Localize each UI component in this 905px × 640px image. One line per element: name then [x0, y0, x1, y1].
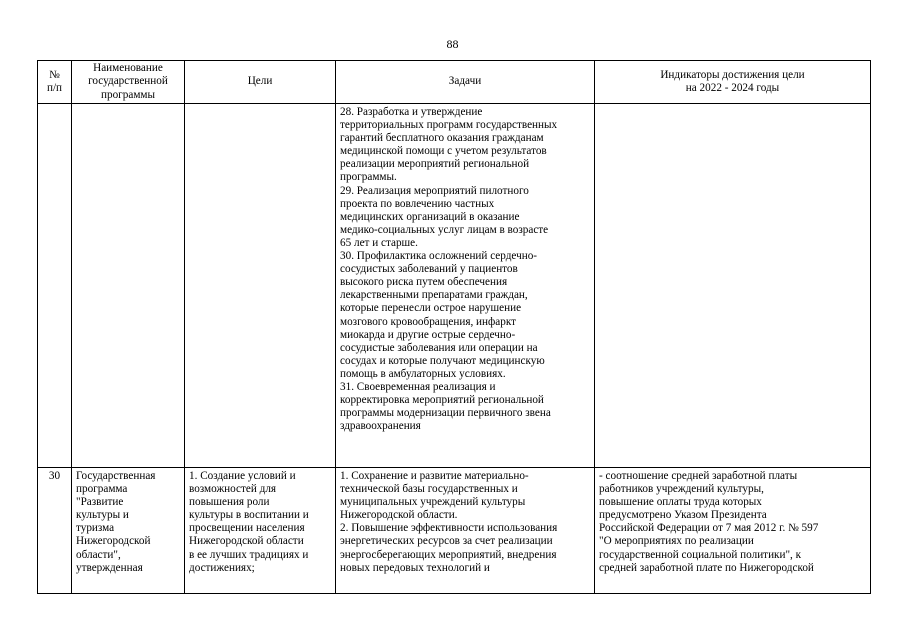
task-item: 29. Реализация мероприятий пилотного проекта по вовлечению частных медицинских организаций в оказание медико-социальных услуг лицам в возрасте 65 лет и старше.: [340, 184, 549, 249]
header-goals: Цели: [185, 61, 336, 104]
cell-indicators: [595, 104, 871, 468]
task-item: 28. Разработка и утверждение территориальных программ государственных гарантий бесплатного оказания гражданам медицинской помощи с учетом результатов реализации мероприятий региональной программы.: [340, 106, 558, 184]
header-program-name: Наименование государственной программы: [72, 61, 185, 104]
cell-program-name: Государственная программа "Развитие культуры и туризма Нижегородской области", утвержденная: [72, 468, 185, 594]
cell-num: 30: [38, 468, 72, 594]
cell-tasks: [336, 468, 595, 594]
header-tasks: Задачи: [336, 61, 595, 104]
header-indicators: Индикаторы достижения цели на 2022 - 2024 годы: [595, 61, 871, 104]
page-number: 88: [446, 37, 459, 51]
table-row: [38, 468, 871, 594]
task-item: 2. Повышение эффективности использования энергетических ресурсов за счет реализации энергосберегающих мероприятий, внедрения новых передовых технологий и: [340, 522, 558, 574]
task-item: 1. Сохранение и развитие материально- технической базы государственных и муниципальных учреждений культуры Нижегородской области.: [340, 470, 529, 522]
cell-num: [38, 104, 72, 468]
table-row: [38, 104, 871, 468]
table-header-row: [38, 61, 871, 104]
cell-goals: 1. Создание условий и возможностей для повышения роли культуры в воспитании и просвещении населения Нижегородской области в ее лучших традициях и достижениях;: [185, 468, 336, 594]
cell-goals: [185, 104, 336, 468]
program-table: [37, 60, 871, 594]
task-item: 30. Профилактика осложнений сердечно- сосудистых заболеваний у пациентов высокого риска путем обеспечения лекарственными препаратами граждан, которые перенесли острое нарушение мозгового кровообращения, инфаркт миокарда и другие острые сердечно- сосудистые заболевания или операции на сосудах и которые получают медицинскую помощь в амбулаторных условиях.: [340, 250, 545, 380]
cell-program-name: [72, 104, 185, 468]
task-item: 31. Своевременная реализация и корректировка мероприятий региональной программы модернизации первичного звена здравоохранения: [340, 380, 551, 433]
cell-tasks: [336, 104, 595, 468]
cell-indicators: - соотношение средней заработной платы работников учреждений культуры, повышение оплаты труда которых предусмотрено Указом Президента Российской Федерации от 7 мая 2012 г. № 597 "О мероприятиях по реализации государственной социальной политики", к средней заработной плате по Нижегородской: [595, 468, 871, 594]
header-num: № п/п: [38, 61, 72, 104]
